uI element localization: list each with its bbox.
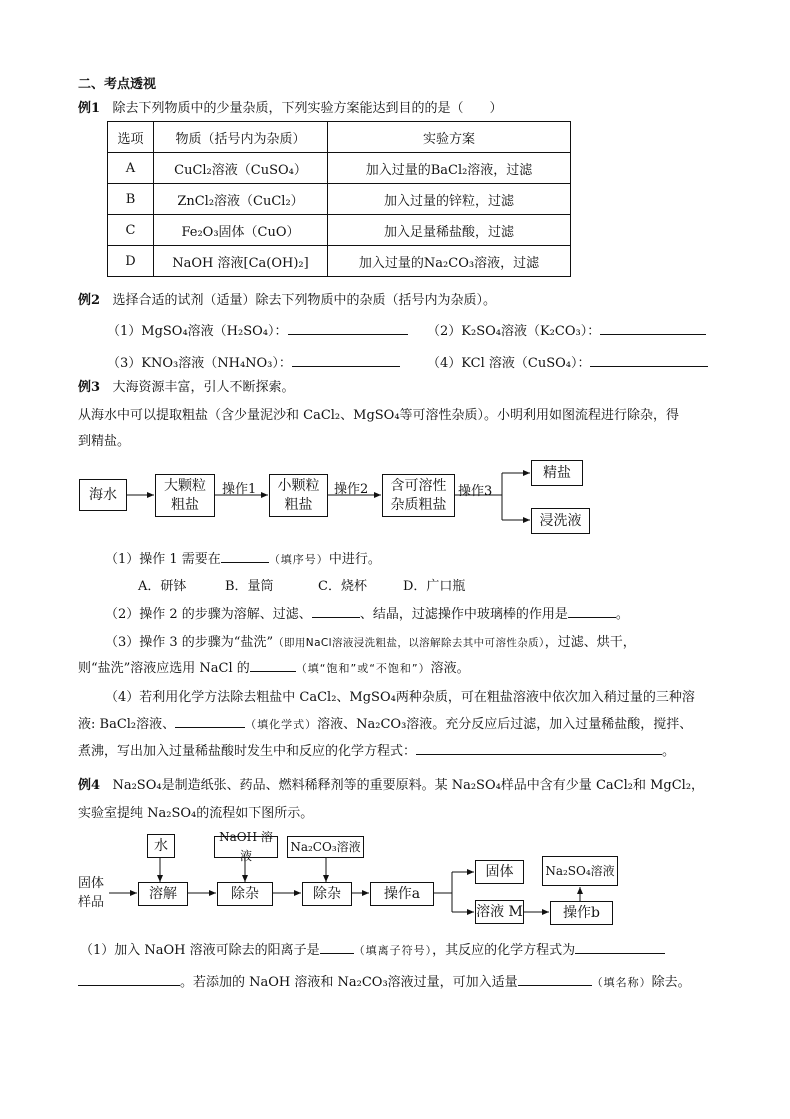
answer-blank[interactable] xyxy=(568,605,616,618)
flow-label: 大颗粒 粗盐 xyxy=(164,477,206,513)
text: （1）操作 1 需要在 xyxy=(105,552,221,567)
flow-box-dissolve xyxy=(138,882,188,906)
flow-label: 水 xyxy=(154,837,168,854)
item-text: （4）KCl 溶液（CuSO₄）： xyxy=(427,356,591,371)
table-cell: 加入足量稀盐酸，过滤 xyxy=(328,215,571,246)
answer-blank[interactable] xyxy=(78,973,180,986)
flow-label-sample: 固体 样品 xyxy=(78,876,105,910)
text: 溶液、Na₂CO₃溶液。充分反应后过滤，加入过量稀盐酸，搅拌、 xyxy=(317,717,693,732)
flow-label-op1: 操作1 xyxy=(222,482,257,497)
example-label: 例3 xyxy=(78,380,101,395)
flow-label: 溶液 M xyxy=(476,903,523,920)
flow-box-wash-liquid xyxy=(531,508,590,534)
flow-box-remove-2 xyxy=(302,882,352,906)
flow-label: 除杂 xyxy=(313,885,341,902)
table-cell: B xyxy=(108,184,154,215)
text: Na₂SO₄是制造纸张、药品、燃料稀释剂等的重要原料。某 Na₂SO₄样品中含有少量 CaCl₂和 MgCl₂， xyxy=(112,778,705,793)
text: （3）操作 3 的步骤为“盐洗” xyxy=(105,635,274,650)
flow-box-impure-salt xyxy=(382,474,455,517)
flow-box-seawater xyxy=(79,479,127,511)
answer-blank[interactable] xyxy=(221,550,269,563)
answer-blank[interactable] xyxy=(518,973,592,986)
note: （即用NaCl溶液浸洗粗盐，以溶解除去其中可溶性杂质） xyxy=(273,637,545,649)
example-4-line1 xyxy=(78,774,704,793)
text: 溶液。 xyxy=(430,661,470,676)
flow-label: 海水 xyxy=(89,486,117,503)
ex3-q1-option-a: A．研钵 xyxy=(138,579,187,594)
flow-label: 操作b xyxy=(563,904,600,921)
example-label: 例2 xyxy=(78,293,101,308)
flow-label: 除杂 xyxy=(231,885,259,902)
text: 。 xyxy=(615,607,629,622)
table-cell: C xyxy=(108,215,154,246)
ex3-q1 xyxy=(105,548,381,567)
text: 则“盐洗”溶液应选用 NaCl 的 xyxy=(78,661,250,676)
table-cell: CuCl₂溶液（CuSO₄） xyxy=(154,153,328,184)
table-cell: 加入过量的Na₂CO₃溶液，过滤 xyxy=(328,246,571,277)
question-text: 除去下列物质中的少量杂质，下列实验方案能达到目的的是（ ） xyxy=(112,101,503,116)
answer-blank[interactable] xyxy=(416,742,662,755)
flow-label: 含可溶性 杂质粗盐 xyxy=(390,477,447,513)
table-cell: ZnCl₂溶液（CuCl₂） xyxy=(154,184,328,215)
flow-box-coarse-big xyxy=(155,474,215,517)
table-cell: A xyxy=(108,153,154,184)
flow-label: Na₂SO₄溶液 xyxy=(545,863,615,878)
flow-label: Na₂CO₃溶液 xyxy=(290,839,361,854)
note: （填名称） xyxy=(591,976,652,989)
flow-label-op2: 操作2 xyxy=(334,482,369,497)
flow-label: 精盐 xyxy=(543,464,571,481)
item-text: （3）KNO₃溶液（NH₄NO₃）： xyxy=(107,356,292,371)
table-cell: 加入过量的锌粒，过滤 xyxy=(328,184,571,215)
flow-box-op-b xyxy=(550,901,613,925)
flow-label: 溶解 xyxy=(149,885,177,902)
flow-box-remove-1 xyxy=(217,882,273,906)
ex4-q1 xyxy=(80,939,665,958)
item-text: （2）K₂SO₄溶液（K₂CO₃）： xyxy=(427,324,601,339)
flow-label: 固体 xyxy=(485,863,514,880)
item-text: （1）MgSO₄溶液（H₂SO₄）： xyxy=(107,324,288,339)
question-text: 选择合适的试剂（适量）除去下列物质中的杂质（括号内为杂质）。 xyxy=(112,293,496,308)
flow-box-na2so4 xyxy=(542,856,618,886)
flow-box-fine-salt xyxy=(531,460,583,486)
flow-box-coarse-small xyxy=(269,474,328,517)
intro-text: 大海资源丰富，引人不断探索。 xyxy=(112,380,295,395)
section-title: 二、考点透视 xyxy=(78,77,157,92)
note: （填“饱和”或“不饱和”） xyxy=(295,662,431,675)
text: 液: BaCl₂溶液、 xyxy=(78,717,176,732)
flow-box-solid xyxy=(475,860,524,884)
ex3-q4-cont2 xyxy=(78,740,675,759)
flow-label-op3: 操作3 xyxy=(458,484,493,499)
example-label: 例4 xyxy=(78,778,101,793)
answer-blank[interactable] xyxy=(320,941,354,954)
text: 。 xyxy=(662,744,676,759)
table-cell: Fe₂O₃固体（CuO） xyxy=(154,215,328,246)
table-cell: NaOH 溶液[Ca(OH)₂] xyxy=(154,246,328,277)
flow-box-na2co3 xyxy=(287,836,364,858)
table-header: 物质（括号内为杂质） xyxy=(154,122,328,153)
paragraph-line: 到精盐。 xyxy=(78,434,131,449)
answer-blank[interactable] xyxy=(575,941,665,954)
text: 中进行。 xyxy=(328,552,381,567)
flow-box-op-a xyxy=(370,882,434,906)
table-cell: 加入过量的BaCl₂溶液，过滤 xyxy=(328,153,571,184)
text: 除去。 xyxy=(651,975,691,990)
ex3-q4-cont xyxy=(78,713,692,732)
text: 、结晶，过滤操作中玻璃棒的作用是 xyxy=(359,607,568,622)
text: 。若添加的 NaOH 溶液和 Na₂CO₃溶液过量，可加入适量 xyxy=(180,975,518,990)
answer-blank[interactable] xyxy=(312,605,360,618)
ex3-q1-option-b: B．量筒 xyxy=(225,579,274,594)
flow-label: 小颗粒 粗盐 xyxy=(277,477,320,513)
text: （2）操作 2 的步骤为溶解、过滤、 xyxy=(105,607,312,622)
example-4-line2: 实验室提纯 Na₂SO₄的流程如下图所示。 xyxy=(78,806,314,821)
flow-box-naoh xyxy=(214,830,278,863)
ex4-q1-cont xyxy=(78,971,691,990)
example-label: 例1 xyxy=(78,101,101,116)
ex3-q4: （4）若利用化学方法除去粗盐中 CaCl₂、MgSO₄两种杂质，可在粗盐溶液中依次加入稍过量的三种溶 xyxy=(105,690,695,705)
flow-box-water xyxy=(147,834,175,858)
text: ，其反应的化学方程式为 xyxy=(432,943,576,958)
note: （填化学式） xyxy=(245,718,318,731)
ex3-q3 xyxy=(105,631,636,650)
table-header: 实验方案 xyxy=(328,122,571,153)
ex3-q1-option-c: C．烧杯 xyxy=(318,579,367,594)
ex3-q2 xyxy=(105,603,629,622)
answer-blank[interactable] xyxy=(175,715,245,728)
text: （1）加入 NaOH 溶液可除去的阳离子是 xyxy=(80,943,320,958)
table-header: 选项 xyxy=(108,122,154,153)
flow-label: 浸洗液 xyxy=(539,512,582,529)
ex3-q3-cont xyxy=(78,657,470,676)
flow-label: 操作a xyxy=(383,885,421,902)
flow-box-solution-m xyxy=(475,900,524,924)
paragraph-line: 从海水中可以提取粗盐（含少量泥沙和 CaCl₂、MgSO₄等可溶性杂质）。小明利用如图流程进行除杂，得 xyxy=(78,408,680,423)
text: ，过滤、烘干， xyxy=(544,635,636,650)
note: （填序号） xyxy=(268,553,329,566)
table-cell: D xyxy=(108,246,154,277)
answer-blank[interactable] xyxy=(250,659,296,672)
ex3-q1-option-d: D．广口瓶 xyxy=(403,579,466,594)
flow-label: NaOH 溶液 xyxy=(219,830,273,863)
text: 煮沸，写出加入过量稀盐酸时发生中和反应的化学方程式： xyxy=(78,744,417,759)
note: （填离子符号） xyxy=(353,944,433,957)
